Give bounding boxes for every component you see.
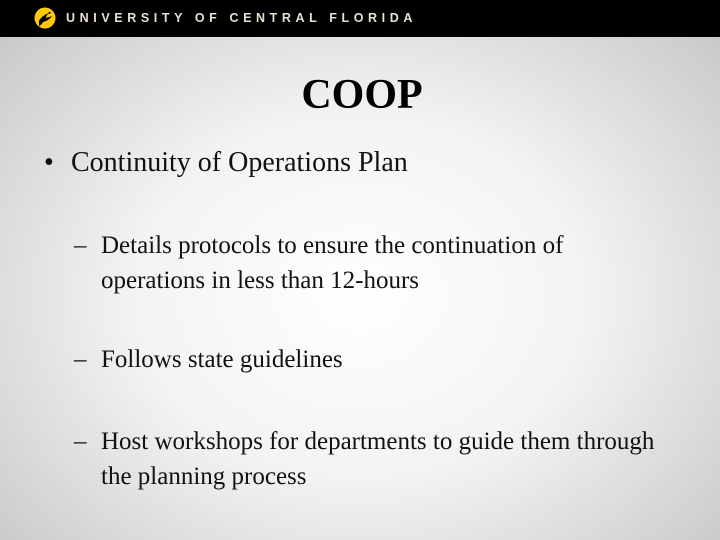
header-bar [0, 0, 720, 37]
bullet-marker: • [44, 147, 54, 178]
sub-bullet-text: Details protocols to ensure the continuation of operations in less than 12-hours [101, 232, 564, 294]
sub-bullet-text: Host workshops for departments to guide them through the planning process [101, 428, 655, 490]
sub-bullet-marker: – [74, 232, 87, 259]
sub-bullet-marker: – [74, 346, 87, 373]
university-name: UNIVERSITY OF CENTRAL FLORIDA [66, 11, 418, 25]
main-bullet-text: Continuity of Operations Plan [71, 147, 408, 178]
pegasus-logo-icon [33, 6, 57, 30]
sub-bullet-marker: – [74, 428, 87, 455]
sub-bullet-text: Follows state guidelines [101, 346, 343, 373]
slide-title: COOP [301, 72, 423, 118]
